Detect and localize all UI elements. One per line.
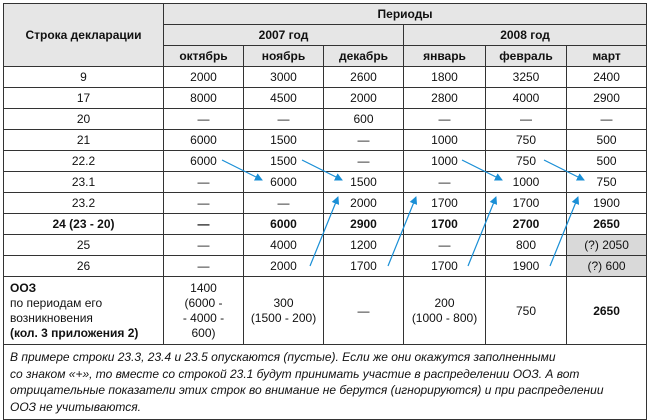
- row-label: 21: [4, 130, 164, 151]
- ooz-cell-line: 1400: [190, 280, 217, 295]
- table-cell: —: [404, 235, 486, 256]
- table-cell: 500: [567, 130, 647, 151]
- table-cell-highlighted: (?) 2050: [567, 235, 647, 256]
- table-row: [4, 172, 647, 193]
- table-cell: 6000: [244, 172, 324, 193]
- note-line: В примере строки 23.3, 23.4 и 23.5 опускаются (пустые). Если же они окажутся заполненными: [10, 350, 556, 364]
- table-row-total: [4, 214, 647, 235]
- row-label: 9: [4, 67, 164, 88]
- month-header: январь: [404, 46, 486, 67]
- table-cell: —: [567, 109, 647, 130]
- ooz-cell: [324, 277, 404, 345]
- row-label: 24 (23 - 20): [4, 214, 164, 235]
- month-header: октябрь: [164, 46, 244, 67]
- table-cell: 8000: [164, 88, 244, 109]
- table-cell: 750: [486, 130, 567, 151]
- table-cell: 1500: [324, 172, 404, 193]
- table-cell: 2800: [404, 88, 486, 109]
- table-cell: 1700: [404, 256, 486, 277]
- ooz-line: по периодам его: [10, 295, 103, 310]
- month-header: февраль: [486, 46, 567, 67]
- table-cell: 600: [324, 109, 404, 130]
- table-cell: 2900: [324, 214, 404, 235]
- note-line: ООЗ не учитываются.: [10, 399, 141, 414]
- table-row: [4, 88, 647, 109]
- table-cell-highlighted: (?) 600: [567, 256, 647, 277]
- table-row: [4, 193, 647, 214]
- table-cell: —: [164, 256, 244, 277]
- table-cell: —: [324, 130, 404, 151]
- row-label: 26: [4, 256, 164, 277]
- table-cell: 6000: [244, 214, 324, 235]
- table-cell: 1900: [486, 256, 567, 277]
- table-cell: 2400: [567, 67, 647, 88]
- table-cell: 2600: [324, 67, 404, 88]
- table-cell: —: [164, 193, 244, 214]
- row-label-header: Строка декларации: [4, 4, 164, 67]
- ooz-title: ООЗ: [10, 280, 37, 295]
- row-label: 23.1: [4, 172, 164, 193]
- row-label: 25: [4, 235, 164, 256]
- table-row: [4, 235, 647, 256]
- table-cell: 2900: [567, 88, 647, 109]
- ooz-cell-line: (6000 -: [184, 295, 223, 310]
- table-cell: —: [164, 109, 244, 130]
- table-cell: 1200: [324, 235, 404, 256]
- declaration-table-wrapper: [3, 3, 646, 420]
- ooz-cell-line: 200: [434, 295, 455, 310]
- table-cell: 1700: [404, 214, 486, 235]
- table-row-ooz: [4, 277, 647, 345]
- table-cell: 500: [567, 151, 647, 172]
- table-cell: 6000: [164, 130, 244, 151]
- table-cell: 750: [486, 151, 567, 172]
- table-cell: 1700: [486, 193, 567, 214]
- ooz-label: [4, 277, 164, 345]
- table-cell: 2000: [164, 67, 244, 88]
- table-cell: 1900: [567, 193, 647, 214]
- ooz-cell-line: (1500 - 200): [250, 310, 317, 325]
- table-row: [4, 67, 647, 88]
- row-label: 20: [4, 109, 164, 130]
- periods-header: Периоды: [164, 4, 647, 25]
- table-cell: 2000: [244, 256, 324, 277]
- table-cell: 6000: [164, 151, 244, 172]
- table-cell: —: [324, 151, 404, 172]
- note-line: со знаком «+», то вместе со строкой 23.1 будут принимать участие в распределении ООЗ. А вот: [10, 366, 580, 381]
- ooz-cell-line: 300: [273, 295, 294, 310]
- table-cell: 4000: [244, 235, 324, 256]
- table-cell: 1700: [404, 193, 486, 214]
- note-line: отрицательные показатели этих строк во внимание не берутся (игнорируются) и при распределении: [10, 383, 604, 397]
- table-cell: 1500: [244, 151, 324, 172]
- table-cell: 4500: [244, 88, 324, 109]
- table-row: [4, 256, 647, 277]
- table-cell: 1800: [404, 67, 486, 88]
- ooz-cell-line: 600): [191, 325, 216, 340]
- note-row: [4, 345, 647, 420]
- table-row: [4, 130, 647, 151]
- year-2008-header: 2008 год: [404, 25, 647, 46]
- table-cell: 4000: [486, 88, 567, 109]
- table-cell: 2000: [324, 88, 404, 109]
- table-cell: 2700: [486, 214, 567, 235]
- table-cell: 1000: [404, 151, 486, 172]
- ooz-line: возникновения: [10, 310, 93, 325]
- row-label: 23.2: [4, 193, 164, 214]
- table-cell: —: [164, 235, 244, 256]
- table-cell: 800: [486, 235, 567, 256]
- table-cell: 2650: [567, 214, 647, 235]
- ooz-cell-line: 750: [515, 303, 537, 318]
- table-cell: 1700: [324, 256, 404, 277]
- table-cell: 3250: [486, 67, 567, 88]
- month-header: март: [567, 46, 647, 67]
- table-cell: —: [404, 172, 486, 193]
- note-text: [4, 345, 647, 420]
- ooz-cell: [567, 277, 647, 345]
- table-cell: 3000: [244, 67, 324, 88]
- table-cell: —: [164, 172, 244, 193]
- ooz-cell-line: 2650: [593, 303, 620, 318]
- table-cell: 1000: [486, 172, 567, 193]
- declaration-table: [3, 3, 647, 420]
- ooz-cell: [164, 277, 244, 345]
- row-label: 17: [4, 88, 164, 109]
- ooz-cell: [244, 277, 324, 345]
- table-cell: —: [486, 109, 567, 130]
- ooz-line: (кол. 3 приложения 2): [10, 325, 139, 340]
- ooz-cell-line: - 4000 -: [182, 310, 225, 325]
- table-cell: 1000: [404, 130, 486, 151]
- row-label: 22.2: [4, 151, 164, 172]
- table-row: [4, 151, 647, 172]
- month-header: декабрь: [324, 46, 404, 67]
- table-cell: —: [404, 109, 486, 130]
- ooz-cell-line: —: [357, 303, 370, 318]
- year-2007-header: 2007 год: [164, 25, 404, 46]
- table-row: [4, 109, 647, 130]
- ooz-cell: [404, 277, 486, 345]
- table-cell: —: [244, 193, 324, 214]
- ooz-cell: [486, 277, 567, 345]
- table-cell: —: [164, 214, 244, 235]
- table-cell: 750: [567, 172, 647, 193]
- month-header: ноябрь: [244, 46, 324, 67]
- table-cell: 2000: [324, 193, 404, 214]
- table-cell: 1500: [244, 130, 324, 151]
- ooz-cell-line: (1000 - 800): [411, 310, 478, 325]
- table-cell: —: [244, 109, 324, 130]
